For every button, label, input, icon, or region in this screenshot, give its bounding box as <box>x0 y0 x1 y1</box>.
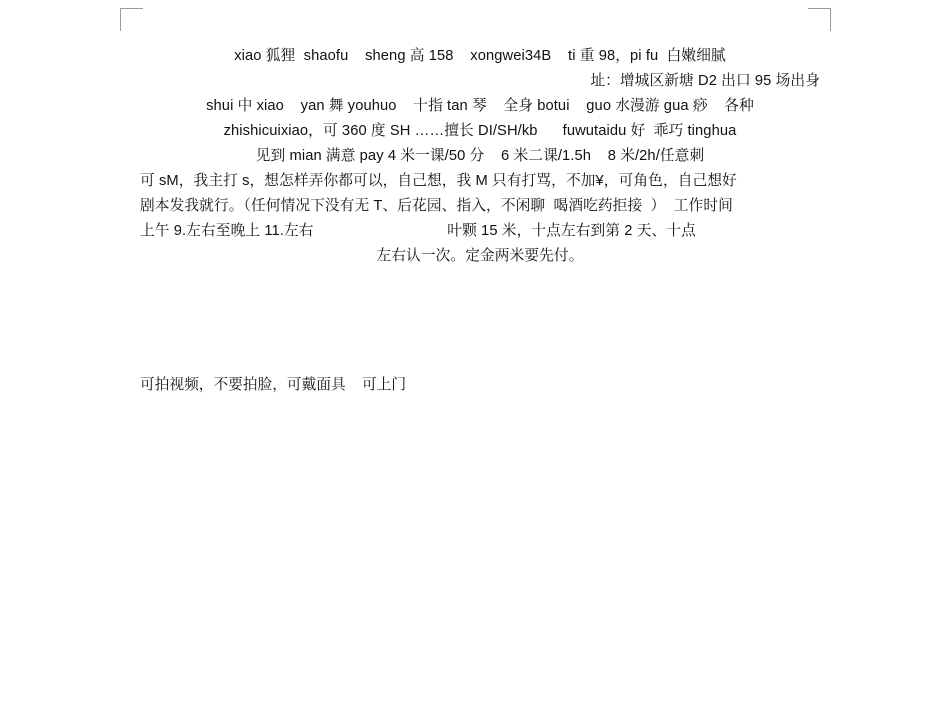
document-line: xiao 狐狸 shaofu sheng 高 158 xongwei34B ti 重 98，pi fu 白嫩细腻 <box>234 48 726 64</box>
document-line: 左右认一次。定金两米要先付。 <box>376 248 584 264</box>
document-line: 见到 mian 满意 pay 4 米一课/50 分 6 米二课/1.5h 8 米/2h/任意刺 <box>255 148 705 164</box>
document-line: shui 中 xiao yan 舞 youhuo 十指 tan 琴 全身 botui guo 水漫游 gua 痧 各种 <box>206 98 754 114</box>
document-line: 上午 9.左右至晚上 11.左右 叶颗 15 米，十点左右到第 2 天、十点 <box>140 223 696 239</box>
document-line: zhishicuixiao，可 360 度 SH ……擅长 DI/SH/kb fuwutaidu 好 乖巧 tinghua <box>223 123 737 139</box>
document-line: 可 sM，我主打 s，想怎样弄你都可以，自己想，我 M 只有打骂，不加¥，可角色，自己想好 <box>140 173 737 189</box>
crop-mark-top-left <box>120 8 143 31</box>
document-text-block <box>140 44 820 398</box>
document-blank-space <box>140 269 820 373</box>
document-line: 址：增城区新塘 D2 出口 95 场出身 <box>590 73 820 89</box>
crop-mark-top-right <box>808 8 831 31</box>
document-line: 剧本发我就行。（任何情况下没有无 T、后花园、指入，不闲聊 喝酒吃药拒接 ） 工作时间 <box>140 198 733 214</box>
document-footer-line: 可拍视频，不要拍脸，可戴面具 可上门 <box>140 377 407 393</box>
